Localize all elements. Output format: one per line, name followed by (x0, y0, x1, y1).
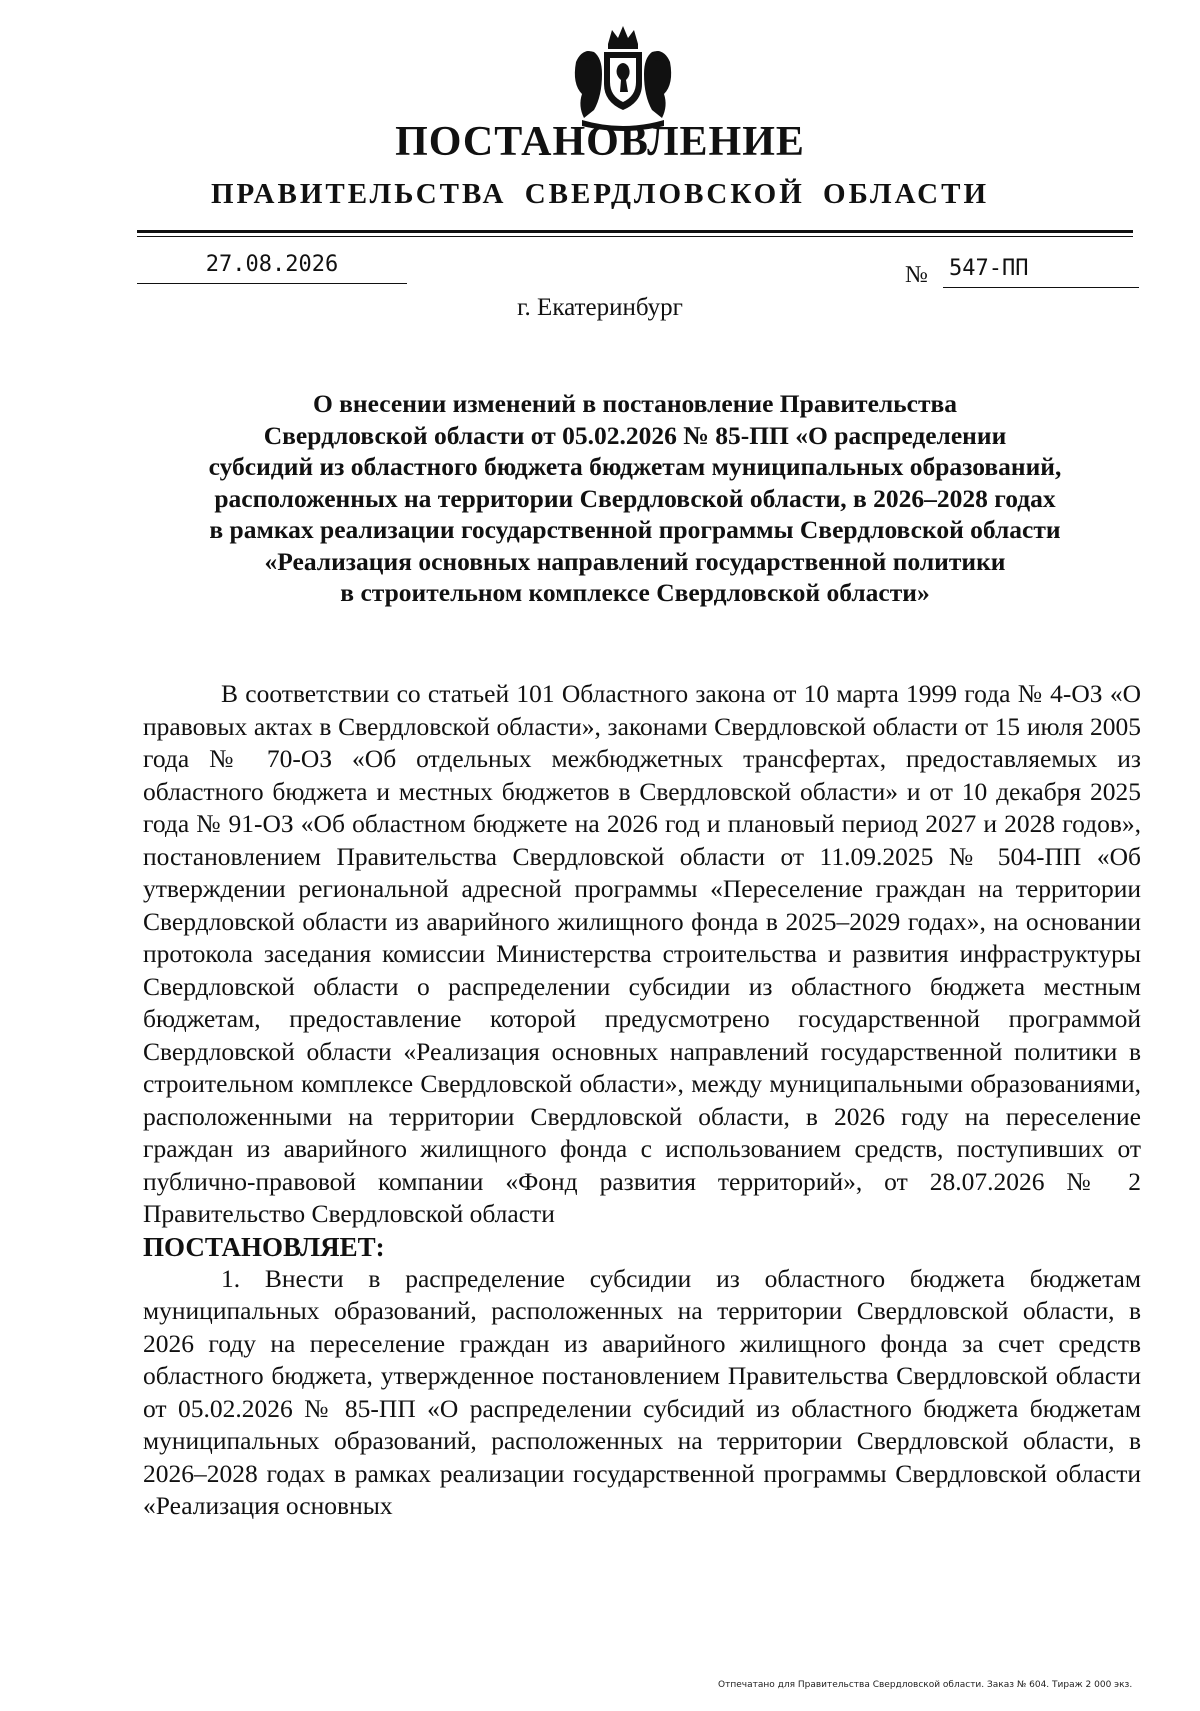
document-number: 547-ПП (943, 256, 1139, 288)
subject-line: «Реализация основных направлений государственной политики (264, 546, 1006, 576)
preamble-paragraph: В соответствии со статьей 101 Областного закона от 10 марта 1999 года № 4-ОЗ «О правовых актах в Свердловской области», законами Свердловской области от 15 июля 2005 года № 70-ОЗ «Об отдельных межбюджетных трансфертах, предоставляемых из областного бюджета и местных бюджетов в Свердловской области» и от 10 декабря 2025 года № 91-ОЗ «Об областном бюджете на 2026 год и плановый период 2027 и 2028 годов», постановлением Правительства Свердловской области от 11.09.2025 № 504-ПП «Об утверждении региональной адресной программы «Переселение граждан на территории Свердловской области из аварийного жилищного фонда в 2025–2029 годах», на основании протокола заседания комиссии Министерства строительства и развития инфраструктуры Свердловской области о распределении субсидии из областного бюджета местным бюджетам, предоставление которой предусмотрено государственной программой Свердловской области «Реализация основных направлений государственной политики в строительном комплексе Свердловской области», между муниципальными образованиями, расположенными на территории Свердловской области, в 2026 году на переселение граждан из аварийного жилищного фонда с использованием средств, поступивших от публично-правовой компании «Фонд развития территорий», от 28.07.2026 № 2 Правительство Свердловской области (143, 679, 1141, 1228)
item-1-paragraph: 1. Внести в распределение субсидии из областного бюджета бюджетам муниципальных образований, расположенных на территории Свердловской области, в 2026 году на переселение граждан из аварийного жилищного фонда за счет средств областного бюджета, утвержденное постановлением Правительства Свердловской области от 05.02.2026 № 85-ПП «О распределении субсидий из областного бюджета бюджетам муниципальных образований, расположенных на территории Свердловской области, в 2026–2028 годах в рамках реализации государственной программы Свердловской области «Реализация основных (143, 1263, 1141, 1520)
document-title: ПОСТАНОВЛЕНИЕ (395, 119, 805, 165)
document-city: г. Екатеринбург (517, 294, 683, 321)
subject-line: в рамках реализации государственной программы Свердловской области (209, 515, 1061, 544)
subject-line: Свердловской области от 05.02.2026 № 85-ПП «О распределении (263, 420, 1007, 450)
subject-line: расположенных на территории Свердловской области, в 2026–2028 годах (214, 483, 1056, 513)
number-sign: № (905, 262, 928, 288)
subject-line: субсидий из областного бюджета бюджетам муниципальных образований, (208, 452, 1062, 481)
document-subtitle: ПРАВИТЕЛЬСТВА СВЕРДЛОВСКОЙ ОБЛАСТИ (210, 178, 990, 210)
subject-line: в строительном комплексе Свердловской области» (340, 578, 930, 607)
subject-line: О внесении изменений в постановление Правительства (312, 389, 958, 418)
document-subject (137, 388, 1133, 609)
print-note: Отпечатано для Правительства Свердловской области. Заказ № 604. Тираж 2 000 экз. (718, 1680, 1133, 1690)
header-rule-thick (137, 230, 1133, 233)
document-body (143, 678, 1141, 1523)
decree-word: ПОСТАНОВЛЯЕТ: (143, 1231, 385, 1262)
document-date: 27.08.2026 (137, 252, 407, 284)
header-rule-thin (137, 236, 1133, 237)
